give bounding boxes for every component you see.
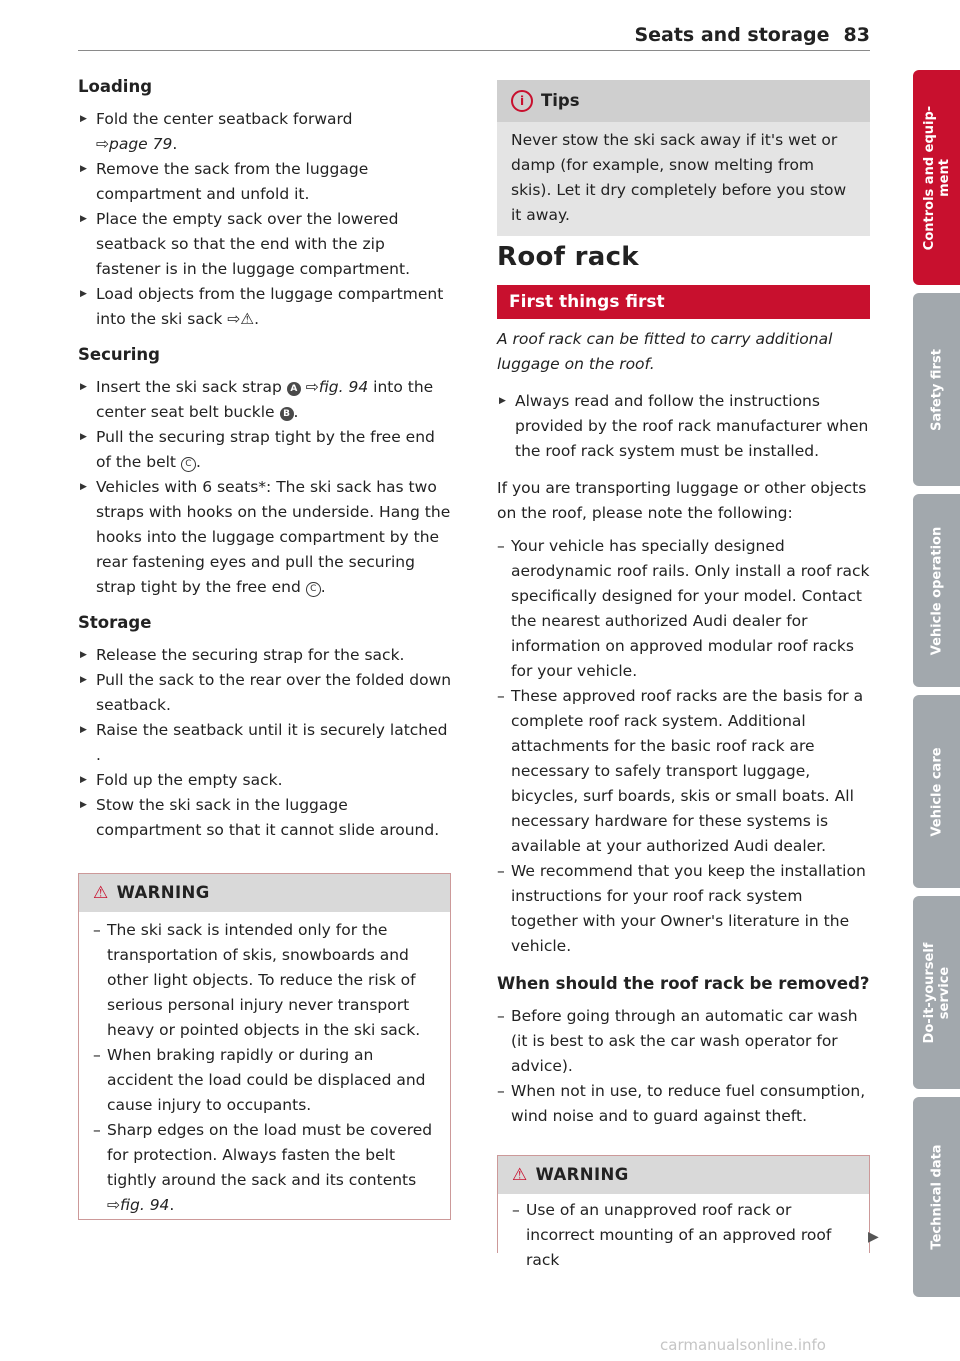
tab-label: Technical data xyxy=(929,1144,944,1250)
storage-step: ▶ Release the securing strap for the sack. xyxy=(78,643,452,668)
tab-label: Do-it-yourself service xyxy=(921,942,952,1043)
securing-step-1 xyxy=(78,375,452,425)
tab-do-it-yourself-service[interactable] xyxy=(913,896,960,1089)
callout-c: C xyxy=(181,457,196,472)
tab-label: Vehicle operation xyxy=(929,526,944,655)
tab-controls-and-equipment[interactable] xyxy=(913,70,960,285)
loading-heading: Loading xyxy=(78,77,153,96)
securing-step-1-cont: into the center seat belt buckle xyxy=(96,378,434,421)
loading-step-1-text: Fold the center seatback forward xyxy=(96,110,353,128)
tips-text: Never stow the ski sack away if it's wet or damp (for example, snow melting from skis). Let it dry completely before you stow it away. xyxy=(511,131,847,224)
callout-a: A xyxy=(287,382,301,396)
tips-box xyxy=(497,80,870,236)
punct: . xyxy=(320,578,326,596)
loading-step-4-text: Load objects from the luggage compartment into the ski sack xyxy=(96,285,444,328)
info-icon: i xyxy=(511,90,533,112)
left-column xyxy=(78,74,452,843)
securing-step-3-text: Vehicles with 6 seats*: The ski sack has two straps with hooks on the underside. Hang the hooks into the luggage compartment by the rear fastening eyes and pull the securing strap tight by the free end xyxy=(96,478,451,596)
storage-step: ▶ Raise the seatback until it is securely latched . xyxy=(78,718,452,768)
warning-body xyxy=(79,912,450,1226)
storage-heading: Storage xyxy=(78,613,152,632)
securing-heading: Securing xyxy=(78,345,160,364)
roof-dash-item: – These approved roof racks are the basis for a complete roof rack system. Additional attachments for the basic roof rack are necessary to safely transport luggage, bicycles, surf boards, skis or small boats. All necessary hardware for these systems is available at your authorized Audi dealer. xyxy=(497,684,870,859)
storage-step: ▶ Stow the ski sack in the luggage compartment so that it cannot slide around. xyxy=(78,793,452,843)
continue-arrow-icon: ▶ xyxy=(868,1229,879,1245)
roof-paragraph: If you are transporting luggage or other objects on the roof, please note the following: xyxy=(497,479,867,522)
tips-body xyxy=(497,122,870,236)
loading-step-1 xyxy=(78,107,452,157)
roof-dash-item: – Your vehicle has specially designed aerodynamic roof rails. Only install a roof rack specifically designed for your model. Contact the nearest authorized Audi dealer for information on approved modular roof racks for your vehicle. xyxy=(497,534,870,684)
punct: . xyxy=(172,135,178,153)
tab-vehicle-care[interactable] xyxy=(913,695,960,888)
securing-step-1-text: Insert the ski sack strap xyxy=(96,378,282,396)
tab-label: Controls and equip- ment xyxy=(921,105,952,250)
callout-c: C xyxy=(306,582,321,597)
storage-step: ▶ Pull the sack to the rear over the folded down seatback. xyxy=(78,668,452,718)
securing-step-2 xyxy=(78,425,452,475)
storage-step: ▶ Fold up the empty sack. xyxy=(78,768,452,793)
tab-label: Safety first xyxy=(929,348,944,431)
subsection-bar: First things first xyxy=(497,285,870,319)
loading-step-4 xyxy=(78,282,452,332)
tab-technical-data[interactable] xyxy=(913,1097,960,1297)
warning-title: WARNING xyxy=(535,1165,629,1184)
punct: . xyxy=(293,403,299,421)
chapter-title: Seats and storage xyxy=(634,24,830,46)
punct: . xyxy=(195,453,201,471)
warning-header xyxy=(498,1156,869,1194)
punct: . xyxy=(254,310,260,328)
securing-step-3 xyxy=(78,475,452,600)
callout-b: B xyxy=(280,407,294,421)
tips-title: Tips xyxy=(541,91,580,110)
warning-item-text: Sharp edges on the load must be covered for protection. Always fasten the belt tightly around the sack and its contents xyxy=(107,1121,433,1189)
tips-header xyxy=(497,80,870,122)
page-number: 83 xyxy=(843,24,870,46)
right-column xyxy=(497,327,870,1129)
running-header xyxy=(560,24,870,46)
warning-box xyxy=(78,873,451,1220)
loading-step-2: ▶ Remove the sack from the luggage compartment and unfold it. xyxy=(78,157,452,207)
removed-item: – When not in use, to reduce fuel consumption, wind noise and to guard against theft. xyxy=(497,1079,870,1129)
warning-box-roof xyxy=(497,1155,870,1269)
loading-step-3: ▶ Place the empty sack over the lowered seatback so that the end with the zip fastener is in the luggage compartment. xyxy=(78,207,452,282)
warning-triangle-icon: ⚠ xyxy=(512,1165,528,1185)
watermark: carmanualsonline.info xyxy=(660,1336,826,1354)
section-title: Roof rack xyxy=(497,242,639,272)
roof-bullet: ▶ Always read and follow the instructions provided by the roof rack manufacturer when the roof rack system must be installed. xyxy=(497,389,870,464)
header-rule xyxy=(78,50,870,51)
warning-item xyxy=(93,1118,436,1218)
warning-item: – Use of an unapproved roof rack or incorrect mounting of an approved roof rack xyxy=(512,1198,855,1273)
figure-link[interactable]: ⇨fig. 94 xyxy=(305,378,369,396)
warning-header xyxy=(79,874,450,912)
warning-body xyxy=(498,1194,869,1281)
roof-dash-item: – We recommend that you keep the installation instructions for your roof rack system together with your Owner's literature in the vehicle. xyxy=(497,859,870,959)
warning-item: – The ski sack is intended only for the transportation of skis, snowboards and other light objects. To reduce the risk of serious personal injury never transport heavy or pointed objects in the ski sack. xyxy=(93,918,436,1043)
warning-item: – When braking rapidly or during an accident the load could be displaced and cause injury to occupants. xyxy=(93,1043,436,1118)
securing-step-2-text: Pull the securing strap tight by the free end of the belt xyxy=(96,428,435,471)
removed-item: – Before going through an automatic car wash (it is best to ask the car wash operator for advice). xyxy=(497,1004,870,1079)
tab-safety-first[interactable] xyxy=(913,293,960,486)
removed-heading: When should the roof rack be removed? xyxy=(497,974,870,993)
warning-link[interactable]: ⇨⚠ xyxy=(227,310,255,328)
warning-title: WARNING xyxy=(116,883,210,902)
tab-vehicle-operation[interactable] xyxy=(913,494,960,687)
intro-text: A roof rack can be fitted to carry additional luggage on the roof. xyxy=(497,330,833,373)
punct: . xyxy=(169,1196,175,1214)
tab-label: Vehicle care xyxy=(929,746,944,837)
warning-triangle-icon: ⚠ xyxy=(93,883,109,903)
page-link[interactable]: ⇨page 79 xyxy=(96,135,173,153)
figure-link[interactable]: ⇨fig. 94 xyxy=(107,1196,170,1214)
